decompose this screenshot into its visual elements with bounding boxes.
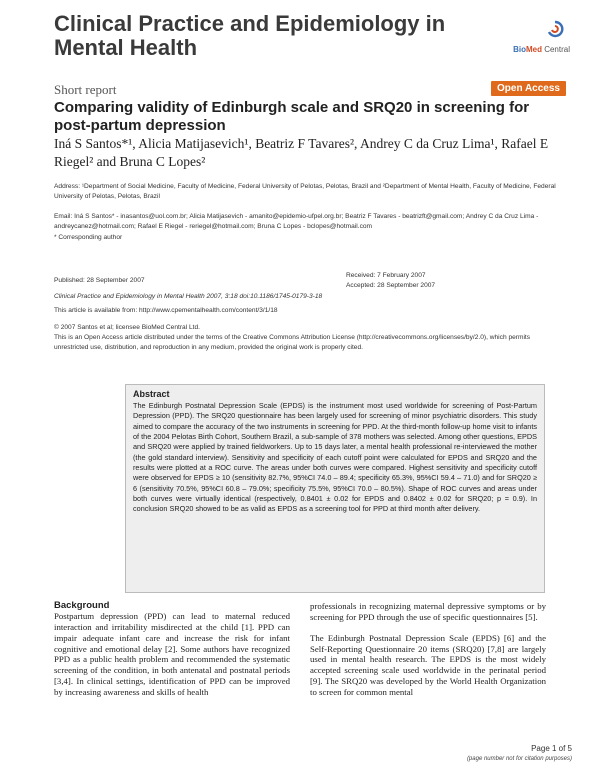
logo-text: BioMed Central [513, 45, 570, 54]
right-paragraph-1: professionals in recognizing maternal depressive symptoms or by screening for PPD through the use of specific questionnaires [5]. [310, 601, 546, 622]
received-date: Received: 7 February 2007 [346, 272, 426, 279]
background-paragraph: Postpartum depression (PPD) can lead to maternal reduced interaction and irritability misdirected at the child [1]. PPD can impair adequate infant care and increase the risk for infant cognitive and emotional delay [2]. Some authors have recognized PPD as a public health problem and recommended the systematic screening of the condition, in both antenatal and postnatal periods [3,4]. In clinical settings, identification of PPD can be improved by increasing awareness and skills of health [54, 611, 290, 697]
background-heading: Background [54, 600, 110, 611]
copyright-block [54, 323, 564, 354]
report-type: Short report [54, 82, 117, 97]
author-emails: Email: Iná S Santos* - inasantos@uol.com.br; Alicia Matijasevich - amanito@epidemio-ufpel.org.br; Beatriz F Tavares - beatrizft@gmail.com; Andrey C da Cruz Lima - andreycanez@hotmail.com; Rafael E Riegel - reriegel@hotmail.com; Bruna C Lopes - bclopes@hotmail.com [54, 213, 539, 231]
journal-title: Clinical Practice and Epidemiology in Mental Health [54, 11, 446, 60]
accepted-date: Accepted: 28 September 2007 [346, 282, 436, 290]
article-url[interactable]: This article is available from: http://www.cpementalhealth.com/content/3/1/18 [54, 307, 278, 315]
citation: Clinical Practice and Epidemiology in Mental Health 2007, 3:18 doi:10.1186/1745-0179-3-18 [54, 293, 323, 301]
left-column [54, 601, 290, 698]
page-number: Page 1 of 5 [531, 744, 572, 753]
author-list: Iná S Santos*¹, Alicia Matijasevich¹, Beatriz F Tavares², Andrey C da Cruz Lima¹, Rafael E Riegel² and Bruna C Lopes² [54, 136, 549, 169]
publication-info [54, 276, 344, 317]
article-title: Comparing validity of Edinburgh scale and SRQ20 in screening for post-partum depression [54, 99, 530, 134]
corresponding-author-note: * Corresponding author [54, 234, 123, 241]
right-paragraph-2: The Edinburgh Postnatal Depression Scale (EPDS) [6] and the Self-Reporting Questionnaire 20 items (SRQ20) [7,8] are largely used in mental health research. The EPDS is the most widely accepted screening scale used worldwide in the perinatal period [9]. The SRQ20 was developed by the World Health Organization to screen for common mental [310, 632, 546, 697]
biomed-central-logo[interactable] [498, 20, 570, 54]
open-access-badge: Open Access [491, 81, 566, 96]
license-text: This is an Open Access article distributed under the terms of the Creative Commons Attribution License (http://creativecommons.org/licenses/by/2.0), which permits unrestricted use, distribution, and reproduction in any medium, provided the original work is properly cited. [54, 334, 531, 352]
published-date: Published: 28 September 2007 [54, 277, 145, 284]
page-number-note: (page number not for citation purposes) [466, 756, 572, 762]
abstract-heading: Abstract [133, 389, 170, 399]
abstract-box [125, 384, 545, 593]
copyright: © 2007 Santos et al; licensee BioMed Central Ltd. [54, 324, 200, 331]
received-info [346, 271, 506, 291]
right-column [310, 601, 546, 698]
author-address: Address: ¹Department of Social Medicine, Faculty of Medicine, Federal University of Pelotas, Pelotas, Brazil and ²Department of Mental Health, Faculty of Medicine, Federal University of Pelotas, Pelotas, Brazil [54, 183, 556, 201]
abstract-text: The Edinburgh Postnatal Depression Scale (EPDS) is the instrument most used worldwide for screening of Post-Partum Depression (PPD). The SRQ20 questionnaire has been largely used for screening of minor psychiatric disorders. This study aimed to compare the accuracy of the two instruments in screening for PPD. At the third-month follow-up home visit to infants of the 2004 Pelotas Birth Cohort, Southern Brazil, a sub-sample of 378 mothers was selected. Among other questions, EPDS and SRQ20 were applied by trained fieldworkers. Up to 15 days later, a mental health professional re-interviewed the mother (the gold standard interview). Sensitivity and specificity of each cutoff point were calculated for EPDS and SRQ20 and the results were plotted at a ROC curve. The areas under both curves were compared. Highest sensitivity and specificity cutoff were observed for EPDS ≥ 10 (sensitivity 82.7%, 95%CI 74.0 – 89.4; specificity 65.3%, 95%CI 59.4 – 71.0) and for SRQ20 ≥ 6 (sensitivity 70.5%, 95%CI 60.8 – 79.0%; specificity 75.5%, 95%CI 70.0 – 80.5%). Shape of ROC curves and areas under both curves were virtually identical (respectively, 0.8401 ± 0.02 for EPDS and 0.8402 ± 0.02 for SRQ20; p = 0.9). In conclusion SRQ20 showed to be as valid as EPDS as a screening tool for PPD at third month after delivery. [133, 401, 537, 514]
biomed-swirl-icon [546, 20, 564, 38]
